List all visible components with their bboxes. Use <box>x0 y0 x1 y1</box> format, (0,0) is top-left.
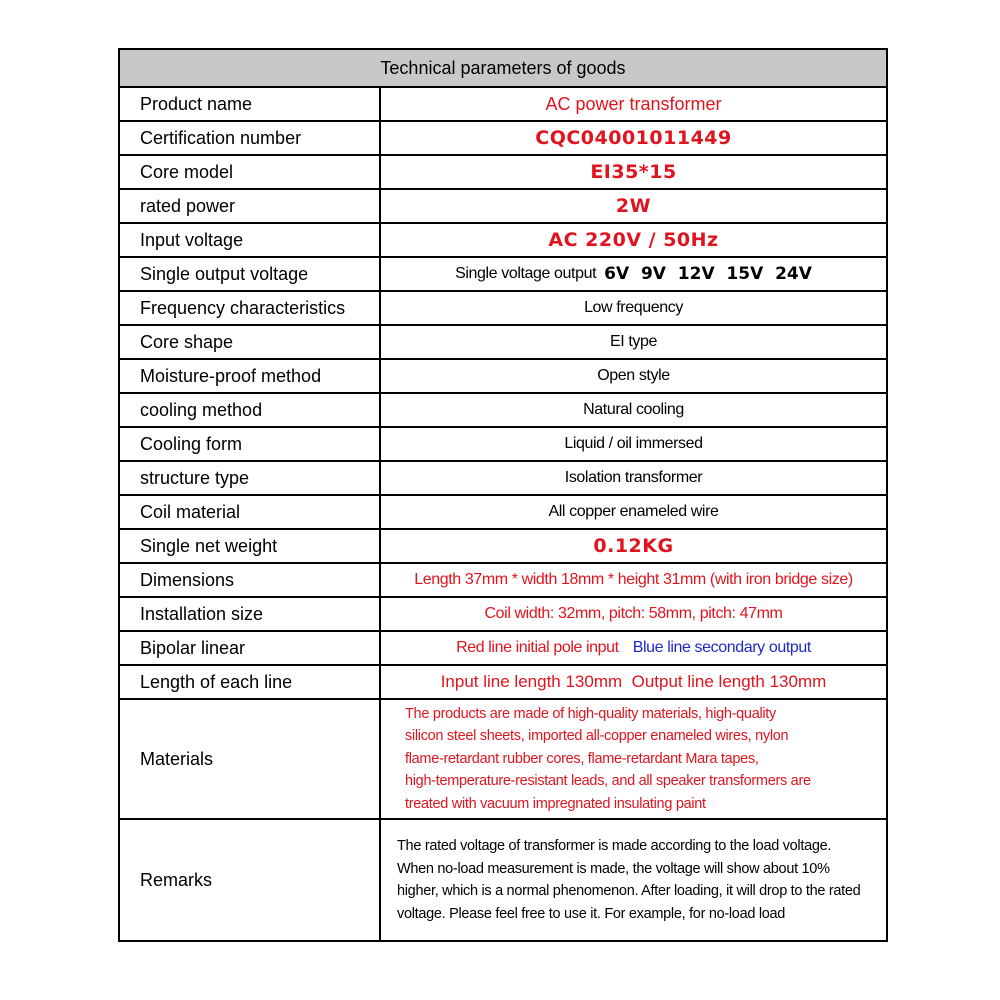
label-input-voltage: Input voltage <box>120 224 381 256</box>
row-cooling-method <box>120 394 886 428</box>
value-remarks <box>381 820 886 940</box>
label-single-output: Single output voltage <box>120 258 381 290</box>
single-output-prefix: Single voltage output <box>455 265 597 282</box>
value-core-model: EI35*15 <box>590 161 677 183</box>
value-core-shape: EI type <box>609 333 657 350</box>
materials-line: treated with vacuum impregnated insulating paint <box>405 795 706 812</box>
label-certification: Certification number <box>120 122 381 154</box>
row-rated-power <box>120 190 886 224</box>
row-bipolar <box>120 632 886 666</box>
row-weight <box>120 530 886 564</box>
row-coil <box>120 496 886 530</box>
row-frequency <box>120 292 886 326</box>
value-certification: CQC04001011449 <box>535 127 732 149</box>
single-output-voltages: 6V 9V 12V 15V 24V <box>604 264 812 284</box>
label-moisture: Moisture-proof method <box>120 360 381 392</box>
remarks-line: voltage. Please feel free to use it. For example, for no-load load <box>397 905 786 922</box>
materials-line: silicon steel sheets, imported all-copper enameled wires, nylon <box>405 728 789 745</box>
label-core-model: Core model <box>120 156 381 188</box>
label-product-name: Product name <box>120 88 381 120</box>
row-moisture <box>120 360 886 394</box>
value-materials <box>381 700 886 818</box>
row-certification <box>120 122 886 156</box>
row-installation <box>120 598 886 632</box>
label-structure: structure type <box>120 462 381 494</box>
row-dimensions <box>120 564 886 598</box>
value-product-name: AC power transformer <box>545 93 722 114</box>
value-line-length: Input line length 130mm Output line length 130mm <box>440 672 827 691</box>
value-cooling-form: Liquid / oil immersed <box>564 435 703 452</box>
table-title: Technical parameters of goods <box>120 50 886 88</box>
remarks-line: The rated voltage of transformer is made according to the load voltage. <box>397 838 832 854</box>
table-body <box>120 88 886 940</box>
materials-line: high-temperature-resistant leads, and all speaker transformers are <box>405 773 811 790</box>
value-structure: Isolation transformer <box>564 469 703 486</box>
bipolar-blue-text: Blue line secondary output <box>632 639 811 656</box>
label-frequency: Frequency characteristics <box>120 292 381 324</box>
value-bipolar <box>381 632 886 664</box>
row-remarks <box>120 820 886 940</box>
label-coil: Coil material <box>120 496 381 528</box>
row-single-output <box>120 258 886 292</box>
label-core-shape: Core shape <box>120 326 381 358</box>
row-structure <box>120 462 886 496</box>
spec-table <box>118 48 888 942</box>
label-cooling-form: Cooling form <box>120 428 381 460</box>
materials-line: The products are made of high-quality materials, high-quality <box>405 705 776 722</box>
label-installation: Installation size <box>120 598 381 630</box>
label-cooling-method: cooling method <box>120 394 381 426</box>
materials-line: flame-retardant rubber cores, flame-retardant Mara tapes, <box>405 750 759 767</box>
row-line-length <box>120 666 886 700</box>
row-core-model <box>120 156 886 190</box>
remarks-line: higher, which is a normal phenomenon. After loading, it will drop to the rated <box>397 883 861 899</box>
value-rated-power: 2W <box>615 195 652 217</box>
value-frequency: Low frequency <box>584 299 683 316</box>
row-core-shape <box>120 326 886 360</box>
row-materials <box>120 700 886 820</box>
label-remarks: Remarks <box>120 820 381 940</box>
label-materials: Materials <box>120 700 381 818</box>
value-installation: Coil width: 32mm, pitch: 58mm, pitch: 47mm <box>484 605 783 622</box>
value-weight: 0.12KG <box>593 535 674 557</box>
remarks-line: When no-load measurement is made, the voltage will show about 10% <box>397 860 830 877</box>
label-rated-power: rated power <box>120 190 381 222</box>
value-single-output <box>381 258 886 290</box>
value-coil: All copper enameled wire <box>548 503 719 520</box>
row-input-voltage <box>120 224 886 258</box>
label-dimensions: Dimensions <box>120 564 381 596</box>
value-input-voltage: AC 220V / 50Hz <box>548 229 719 251</box>
row-cooling-form <box>120 428 886 462</box>
label-weight: Single net weight <box>120 530 381 562</box>
bipolar-red-text: Red line initial pole input <box>456 639 619 656</box>
label-line-length: Length of each line <box>120 666 381 698</box>
value-cooling-method: Natural cooling <box>583 401 684 418</box>
label-bipolar: Bipolar linear <box>120 632 381 664</box>
value-moisture: Open style <box>597 367 670 384</box>
row-product-name <box>120 88 886 122</box>
value-dimensions: Length 37mm * width 18mm * height 31mm (with iron bridge size) <box>414 571 853 588</box>
